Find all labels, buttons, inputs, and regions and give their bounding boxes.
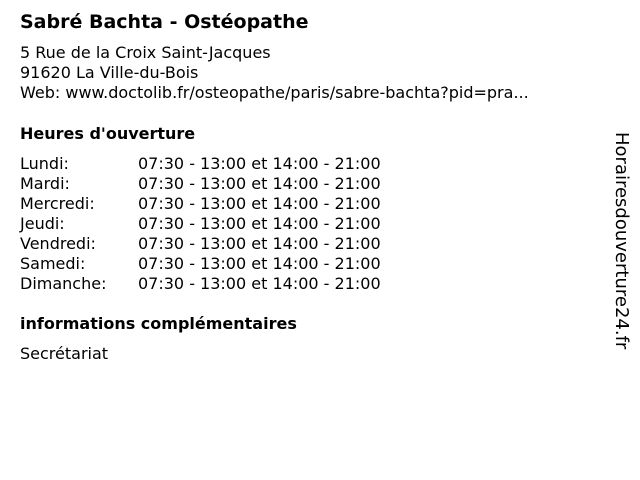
hours-row-mardi	[20, 174, 440, 194]
hours-row-jeudi	[20, 214, 440, 234]
hours-time: 07:30 - 13:00 et 14:00 - 21:00	[138, 174, 381, 193]
opening-hours-table	[20, 154, 440, 294]
hours-day: Mercredi:	[20, 194, 95, 213]
hours-day: Mardi:	[20, 174, 70, 193]
hours-time: 07:30 - 13:00 et 14:00 - 21:00	[138, 234, 381, 253]
additional-info-heading: informations complémentaires	[20, 314, 297, 333]
hours-time: 07:30 - 13:00 et 14:00 - 21:00	[138, 194, 381, 213]
hours-time: 07:30 - 13:00 et 14:00 - 21:00	[138, 254, 381, 273]
website-link[interactable]: Web: www.doctolib.fr/osteopathe/paris/sabre-bachta?pid=pra...	[20, 83, 529, 102]
street-address: 5 Rue de la Croix Saint-Jacques	[20, 43, 271, 62]
hours-row-lundi	[20, 154, 440, 174]
page-title: Sabré Bachta - Ostéopathe	[20, 11, 309, 33]
opening-hours-heading: Heures d'ouverture	[20, 124, 196, 143]
hours-row-dimanche	[20, 274, 440, 294]
hours-row-mercredi	[20, 194, 440, 214]
hours-row-vendredi	[20, 234, 440, 254]
hours-time: 07:30 - 13:00 et 14:00 - 21:00	[138, 274, 381, 293]
hours-day: Jeudi:	[20, 214, 65, 233]
hours-day: Samedi:	[20, 254, 86, 273]
hours-day: Lundi:	[20, 154, 69, 173]
hours-day: Vendredi:	[20, 234, 96, 253]
additional-info-text: Secrétariat	[20, 344, 109, 363]
city-address: 91620 La Ville-du-Bois	[20, 63, 199, 82]
site-watermark: Horairesdouverture24.fr	[611, 132, 632, 350]
hours-day: Dimanche:	[20, 274, 107, 293]
address-block	[20, 43, 529, 103]
hours-row-samedi	[20, 254, 440, 274]
hours-time: 07:30 - 13:00 et 14:00 - 21:00	[138, 214, 381, 233]
hours-time: 07:30 - 13:00 et 14:00 - 21:00	[138, 154, 381, 173]
